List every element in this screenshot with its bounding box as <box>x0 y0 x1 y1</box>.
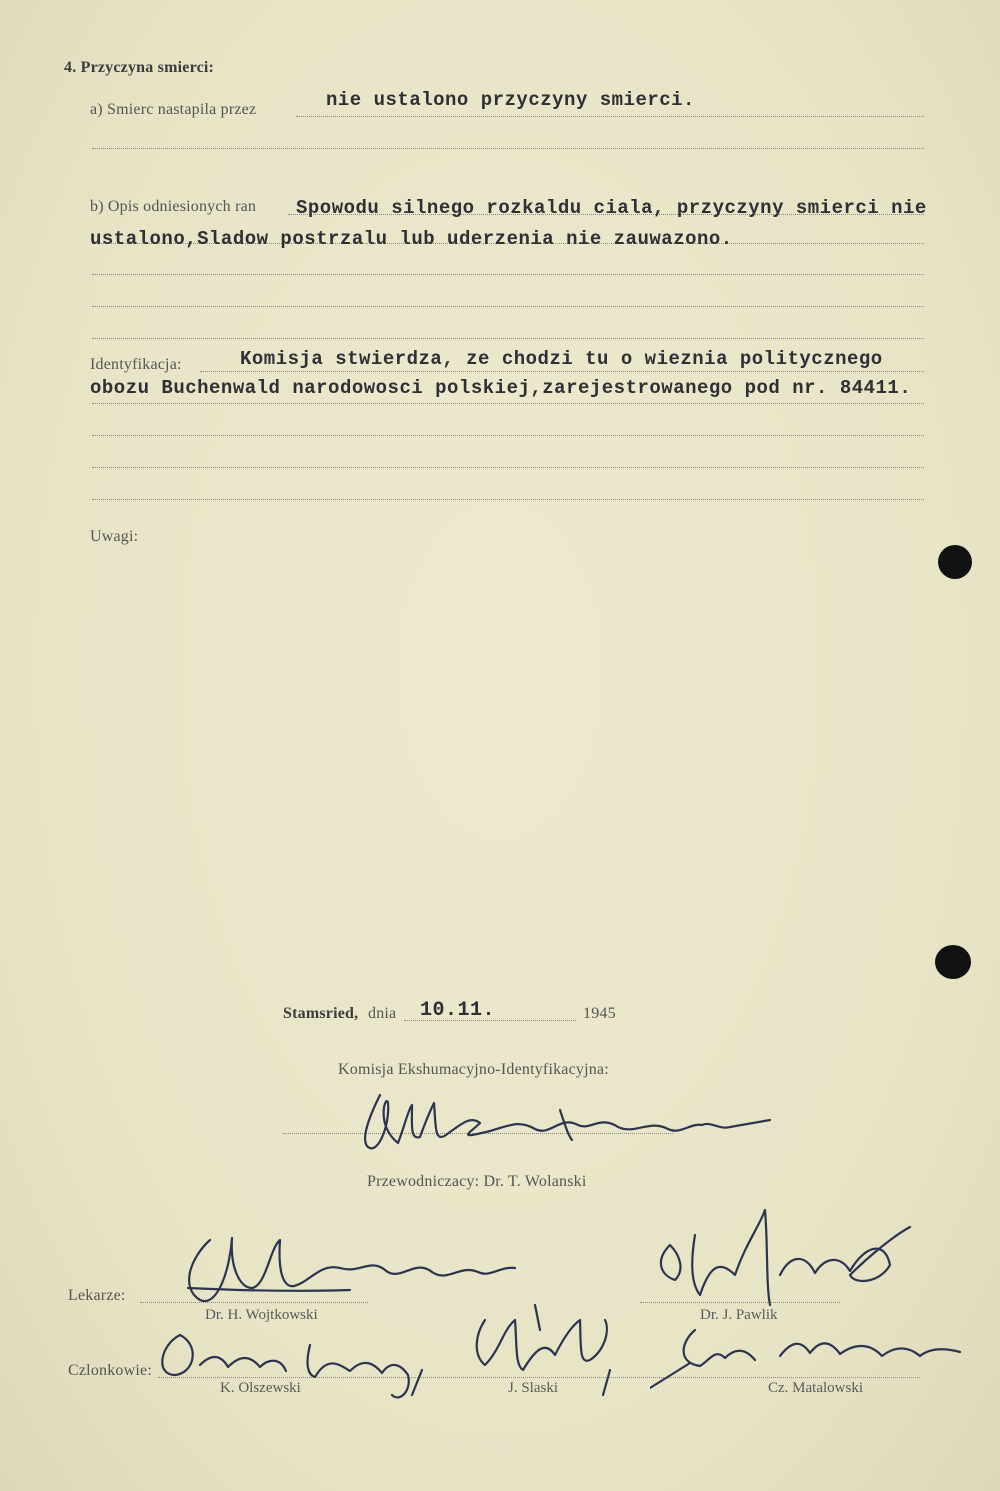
dotted-line <box>92 148 924 149</box>
dotted-line <box>92 467 924 468</box>
cause-a-value: nie ustalono przyczyny smierci. <box>326 89 695 111</box>
identification-label: Identyfikacja: <box>90 356 182 373</box>
date-value: 10.11. <box>420 999 496 1022</box>
wounds-value-line2: ustalono,Sladow postrzalu lub uderzenia nie zauwazono. <box>90 228 733 250</box>
identification-value-line2: obozu Buchenwald narodowosci polskiej,zarejestrowanego pod nr. 84411. <box>90 377 912 399</box>
member2-name: J. Slaski <box>508 1380 559 1396</box>
dotted-line <box>92 499 924 500</box>
dotted-line <box>296 116 924 117</box>
wounds-label: b) Opis odniesionych ran <box>90 198 257 215</box>
doctor2-signature <box>640 1205 920 1325</box>
doctors-label: Lekarze: <box>68 1287 126 1304</box>
punch-hole <box>935 945 971 979</box>
member1-name: K. Olszewski <box>220 1380 301 1396</box>
section-heading: 4. Przyczyna smierci: <box>64 59 215 76</box>
wounds-value-line1: Spowodu silnego rozkaldu ciala, przyczyny smierci nie <box>296 197 927 219</box>
punch-hole <box>938 545 972 579</box>
doctor2-name: Dr. J. Pawlik <box>700 1307 778 1323</box>
dotted-line <box>92 338 924 339</box>
dotted-line <box>92 306 924 307</box>
place-name: Stamsried, <box>283 1005 359 1022</box>
dotted-line <box>200 371 924 372</box>
chairman-name: Przewodniczacy: Dr. T. Wolanski <box>367 1173 587 1190</box>
remarks-label: Uwagi: <box>90 528 139 545</box>
date-prefix: dnia <box>368 1005 397 1022</box>
cause-a-label: a) Smierc nastapila przez <box>90 101 257 118</box>
chairman-signature <box>350 1085 780 1165</box>
dotted-line <box>92 274 924 275</box>
year: 1945 <box>583 1005 616 1022</box>
members-label: Czlonkowie: <box>68 1362 152 1379</box>
doctor1-name: Dr. H. Wojtkowski <box>205 1307 318 1323</box>
identification-value-line1: Komisja stwierdza, ze chodzi tu o wieznia politycznego <box>240 348 883 370</box>
dotted-line <box>92 435 924 436</box>
member3-name: Cz. Matalowski <box>768 1380 863 1396</box>
dotted-line <box>92 403 924 404</box>
commission-label: Komisja Ekshumacyjno-Identyfikacyjna: <box>338 1061 609 1078</box>
